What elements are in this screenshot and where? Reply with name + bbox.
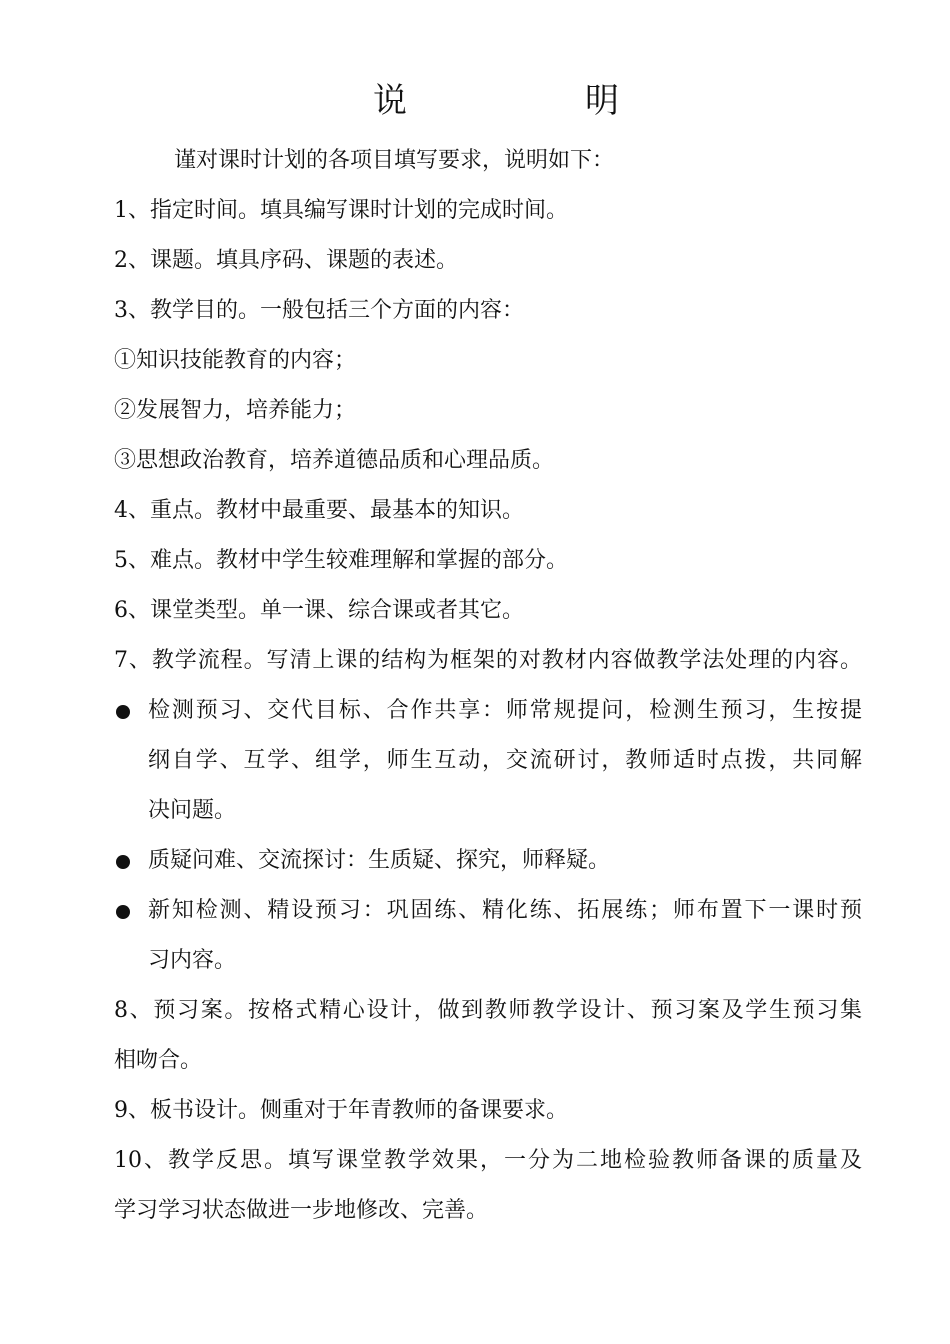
item-4: 4、重点。教材中最重要、最基本的知识。 [114,498,524,523]
bullet-3-line-2: 习内容。 [148,948,237,973]
title-char-1: 说 [373,81,407,121]
item-10-line-2: 学习学习状态做进一步地修改、完善。 [114,1198,489,1223]
item-9: 9、板书设计。侧重对于年青教师的备课要求。 [114,1098,568,1123]
item-5: 5、难点。教材中学生较难理解和掌握的部分。 [114,548,568,573]
bullet-2-line-1: 质疑问难、交流探讨：生质疑、探究，师释疑。 [148,848,611,873]
intro-paragraph: 谨对课时计划的各项目填写要求，说明如下： [174,148,615,173]
page-title [0,78,950,124]
item-7: 7、教学流程。写清上课的结构为框架的对教材内容做教学法处理的内容。 [114,648,862,673]
item-3: 3、教学目的。一般包括三个方面的内容： [114,298,524,323]
title-char-2: 明 [585,81,619,121]
item-6: 6、课堂类型。单一课、综合课或者其它。 [114,598,524,623]
item-1: 1、指定时间。填具编写课时计划的完成时间。 [114,198,568,223]
item-8-line-1: 8、预习案。按格式精心设计，做到教师教学设计、预习案及学生预习集 [114,998,862,1023]
bullet-1-line-1: 检测预习、交代目标、合作共享：师常规提问，检测生预习，生按提 [148,698,862,723]
item-10-line-1: 10、教学反思。填写课堂教学效果，一分为二地检验教师备课的质量及 [114,1148,862,1173]
bullet-dot-icon [116,705,130,719]
bullet-item-2 [114,836,862,886]
bullet-1-line-2: 纲自学、互学、组学，师生互动，交流研讨，教师适时点拨，共同解 [148,748,862,773]
sub-item-1: ①知识技能教育的内容； [114,348,357,373]
bullet-dot-icon [116,855,130,869]
sub-item-3: ③思想政治教育，培养道德品质和心理品质。 [114,448,555,473]
bullet-dot-icon [116,905,130,919]
item-8-line-2: 相吻合。 [114,1048,203,1073]
bullet-1-line-3: 决问题。 [148,798,237,823]
bullet-item-3 [114,886,862,986]
bullet-item-1 [114,686,862,836]
bullet-3-line-1: 新知检测、精设预习：巩固练、精化练、拓展练；师布置下一课时预 [148,898,862,923]
sub-item-2: ②发展智力，培养能力； [114,398,357,423]
document-body [114,136,862,1236]
item-2: 2、课题。填具序码、课题的表述。 [114,248,458,273]
